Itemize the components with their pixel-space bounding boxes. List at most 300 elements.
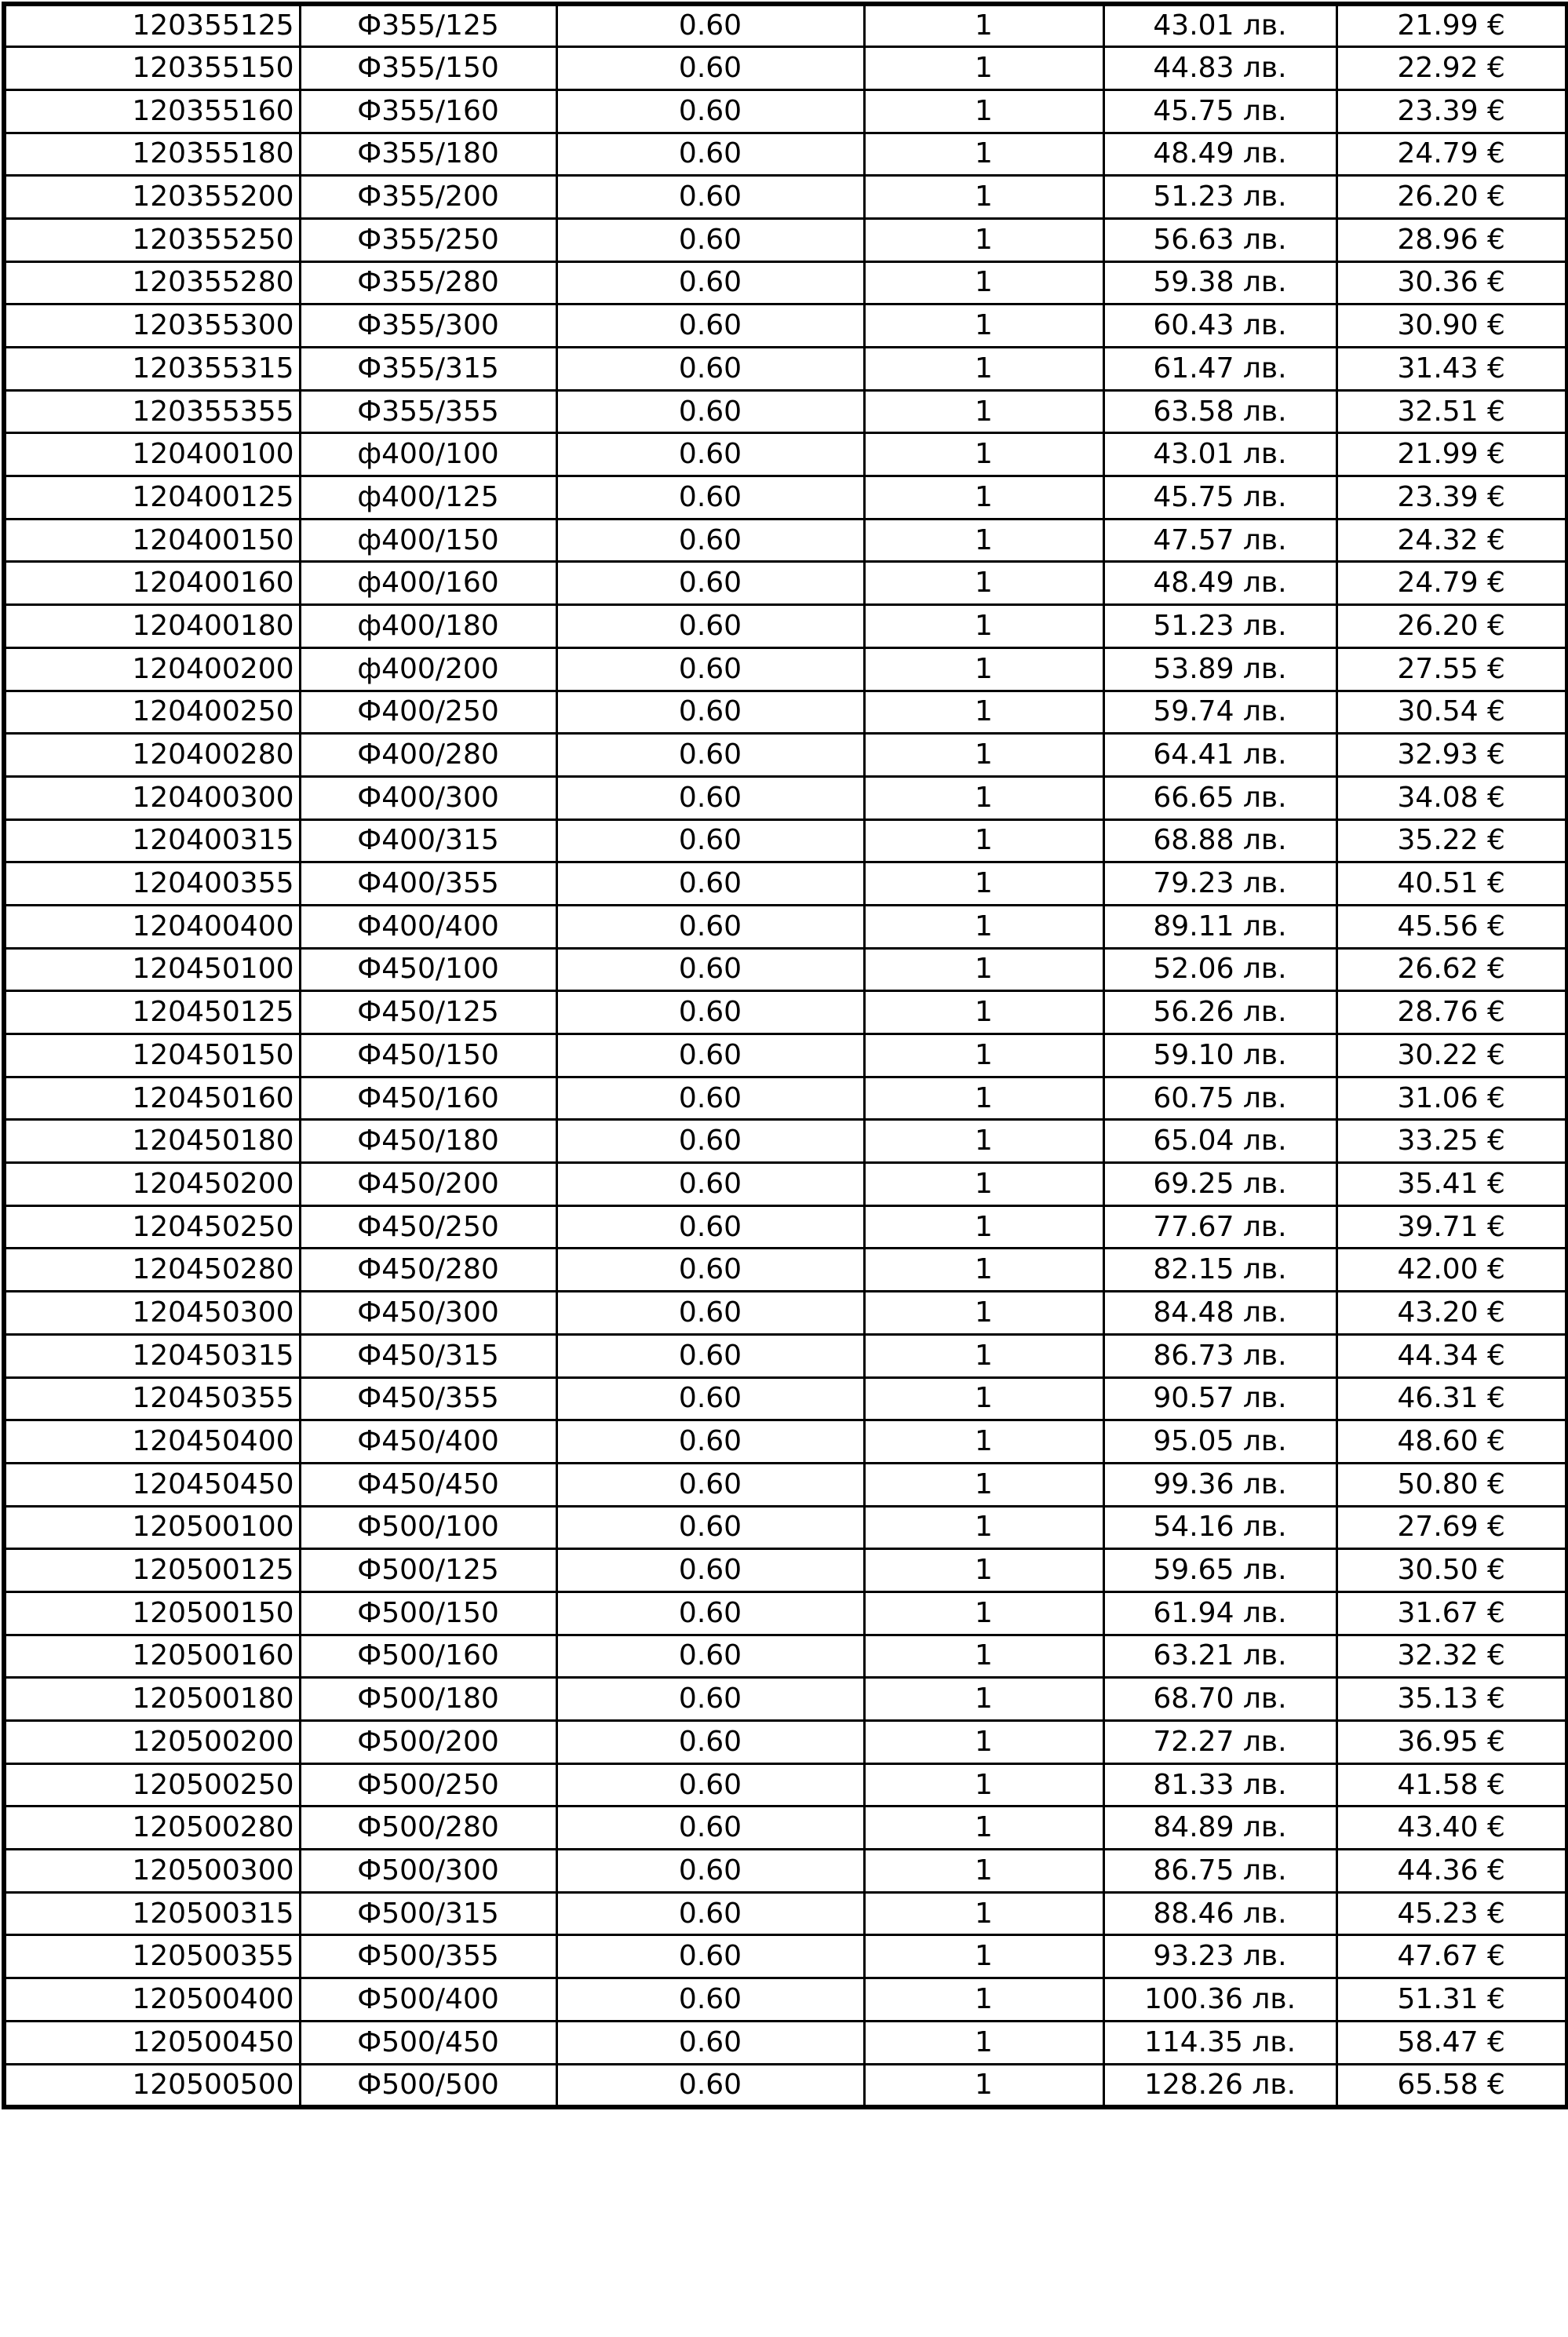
price-bgn-cell: 84.89 лв. [1103,1807,1336,1850]
price-eur-cell: 30.54 € [1336,691,1567,734]
price-bgn-cell: 43.01 лв. [1103,433,1336,476]
size-cell: Ф450/125 [300,991,556,1034]
product-code-cell: 120400150 [4,519,300,562]
product-code-cell: 120500280 [4,1807,300,1850]
table-row [4,261,1567,304]
product-code-cell: 120400280 [4,734,300,777]
product-code-cell: 120400100 [4,433,300,476]
product-code-cell: 120450400 [4,1420,300,1464]
table-row [4,647,1567,691]
product-code-cell: 120450250 [4,1205,300,1249]
size-cell: Ф450/355 [300,1377,556,1420]
quantity-cell: 1 [864,1120,1103,1163]
price-eur-cell: 44.34 € [1336,1334,1567,1377]
quantity-cell: 1 [864,734,1103,777]
thickness-cell: 0.60 [556,1506,864,1549]
quantity-cell: 1 [864,1292,1103,1335]
price-eur-cell: 45.23 € [1336,1892,1567,1935]
thickness-cell: 0.60 [556,1678,864,1721]
price-bgn-cell: 60.75 лв. [1103,1077,1336,1120]
product-code-cell: 120500180 [4,1678,300,1721]
price-bgn-cell: 47.57 лв. [1103,519,1336,562]
size-cell: Ф450/200 [300,1163,556,1206]
size-cell: Ф500/180 [300,1678,556,1721]
size-cell: Ф355/250 [300,218,556,261]
thickness-cell: 0.60 [556,605,864,648]
product-code-cell: 120355160 [4,89,300,133]
product-code-cell: 120450100 [4,948,300,991]
size-cell: Ф500/500 [300,2064,556,2107]
product-code-cell: 120355150 [4,47,300,90]
product-code-cell: 120355180 [4,133,300,176]
table-row [4,2021,1567,2064]
price-eur-cell: 23.39 € [1336,89,1567,133]
thickness-cell: 0.60 [556,348,864,391]
thickness-cell: 0.60 [556,1892,864,1935]
price-bgn-cell: 72.27 лв. [1103,1721,1336,1764]
thickness-cell: 0.60 [556,1292,864,1335]
table-row [4,691,1567,734]
price-eur-cell: 50.80 € [1336,1463,1567,1506]
price-eur-cell: 27.55 € [1336,647,1567,691]
quantity-cell: 1 [864,905,1103,948]
quantity-cell: 1 [864,948,1103,991]
thickness-cell: 0.60 [556,1807,864,1850]
quantity-cell: 1 [864,1635,1103,1678]
price-bgn-cell: 81.33 лв. [1103,1763,1336,1807]
product-code-cell: 120400125 [4,476,300,520]
table-row [4,47,1567,90]
quantity-cell: 1 [864,1377,1103,1420]
price-eur-cell: 21.99 € [1336,433,1567,476]
thickness-cell: 0.60 [556,1249,864,1292]
price-eur-cell: 31.43 € [1336,348,1567,391]
table-row [4,1334,1567,1377]
quantity-cell: 1 [864,862,1103,906]
price-eur-cell: 35.13 € [1336,1678,1567,1721]
thickness-cell: 0.60 [556,2064,864,2107]
table-row [4,89,1567,133]
price-eur-cell: 44.36 € [1336,1850,1567,1893]
thickness-cell: 0.60 [556,905,864,948]
thickness-cell: 0.60 [556,1978,864,2022]
size-cell: Ф450/150 [300,1034,556,1077]
size-cell: Ф500/355 [300,1935,556,1978]
thickness-cell: 0.60 [556,476,864,520]
product-code-cell: 120500400 [4,1978,300,2022]
quantity-cell: 1 [864,218,1103,261]
thickness-cell: 0.60 [556,991,864,1034]
price-eur-cell: 30.22 € [1336,1034,1567,1077]
table-row [4,1807,1567,1850]
size-cell: Ф500/160 [300,1635,556,1678]
product-code-cell: 120500300 [4,1850,300,1893]
price-bgn-cell: 51.23 лв. [1103,605,1336,648]
size-cell: ф400/180 [300,605,556,648]
size-cell: Ф450/100 [300,948,556,991]
quantity-cell: 1 [864,1678,1103,1721]
size-cell: Ф450/250 [300,1205,556,1249]
table-row [4,1034,1567,1077]
product-code-cell: 120450150 [4,1034,300,1077]
quantity-cell: 1 [864,1249,1103,1292]
product-code-cell: 120355280 [4,261,300,304]
price-bgn-cell: 53.89 лв. [1103,647,1336,691]
size-cell: ф400/150 [300,519,556,562]
table-row [4,519,1567,562]
price-eur-cell: 35.41 € [1336,1163,1567,1206]
quantity-cell: 1 [864,176,1103,219]
size-cell: Ф355/180 [300,133,556,176]
size-cell: Ф400/400 [300,905,556,948]
quantity-cell: 1 [864,133,1103,176]
size-cell: ф400/100 [300,433,556,476]
price-bgn-cell: 63.21 лв. [1103,1635,1336,1678]
size-cell: Ф500/125 [300,1549,556,1592]
price-eur-cell: 41.58 € [1336,1763,1567,1807]
price-eur-cell: 30.50 € [1336,1549,1567,1592]
product-code-cell: 120355250 [4,218,300,261]
product-code-cell: 120450125 [4,991,300,1034]
price-bgn-cell: 59.74 лв. [1103,691,1336,734]
quantity-cell: 1 [864,1763,1103,1807]
product-code-cell: 120400200 [4,647,300,691]
price-eur-cell: 45.56 € [1336,905,1567,948]
price-bgn-cell: 45.75 лв. [1103,89,1336,133]
product-code-cell: 120400355 [4,862,300,906]
price-bgn-cell: 64.41 лв. [1103,734,1336,777]
quantity-cell: 1 [864,2021,1103,2064]
size-cell: Ф355/125 [300,4,556,47]
price-bgn-cell: 100.36 лв. [1103,1978,1336,2022]
table-row [4,390,1567,433]
product-code-cell: 120500150 [4,1591,300,1635]
product-code-cell: 120400300 [4,776,300,819]
price-bgn-cell: 65.04 лв. [1103,1120,1336,1163]
product-code-cell: 120500315 [4,1892,300,1935]
quantity-cell: 1 [864,1935,1103,1978]
product-code-cell: 120450300 [4,1292,300,1335]
quantity-cell: 1 [864,605,1103,648]
size-cell: Ф355/150 [300,47,556,90]
product-code-cell: 120450180 [4,1120,300,1163]
price-eur-cell: 42.00 € [1336,1249,1567,1292]
size-cell: Ф400/355 [300,862,556,906]
price-bgn-cell: 93.23 лв. [1103,1935,1336,1978]
product-code-cell: 120400315 [4,819,300,862]
thickness-cell: 0.60 [556,734,864,777]
price-eur-cell: 33.25 € [1336,1120,1567,1163]
product-code-cell: 120450280 [4,1249,300,1292]
product-code-cell: 120400250 [4,691,300,734]
table-row [4,1420,1567,1464]
size-cell: Ф355/300 [300,304,556,348]
table-row [4,734,1567,777]
price-bgn-cell: 66.65 лв. [1103,776,1336,819]
price-bgn-cell: 44.83 лв. [1103,47,1336,90]
product-code-cell: 120355125 [4,4,300,47]
size-cell: ф400/200 [300,647,556,691]
product-code-cell: 120450315 [4,1334,300,1377]
table-row [4,2064,1567,2107]
thickness-cell: 0.60 [556,1334,864,1377]
quantity-cell: 1 [864,1077,1103,1120]
quantity-cell: 1 [864,433,1103,476]
price-eur-cell: 43.40 € [1336,1807,1567,1850]
thickness-cell: 0.60 [556,1591,864,1635]
size-cell: Ф500/315 [300,1892,556,1935]
price-eur-cell: 32.93 € [1336,734,1567,777]
quantity-cell: 1 [864,819,1103,862]
table-row [4,1549,1567,1592]
product-code-cell: 120450450 [4,1463,300,1506]
quantity-cell: 1 [864,390,1103,433]
price-bgn-cell: 60.43 лв. [1103,304,1336,348]
thickness-cell: 0.60 [556,4,864,47]
thickness-cell: 0.60 [556,47,864,90]
product-code-cell: 120400400 [4,905,300,948]
price-bgn-cell: 88.46 лв. [1103,1892,1336,1935]
price-eur-cell: 31.67 € [1336,1591,1567,1635]
quantity-cell: 1 [864,348,1103,391]
price-bgn-cell: 69.25 лв. [1103,1163,1336,1206]
thickness-cell: 0.60 [556,1205,864,1249]
size-cell: Ф355/160 [300,89,556,133]
price-eur-cell: 47.67 € [1336,1935,1567,1978]
table-row [4,1077,1567,1120]
quantity-cell: 1 [864,647,1103,691]
thickness-cell: 0.60 [556,776,864,819]
price-bgn-cell: 52.06 лв. [1103,948,1336,991]
price-eur-cell: 43.20 € [1336,1292,1567,1335]
thickness-cell: 0.60 [556,1377,864,1420]
quantity-cell: 1 [864,1506,1103,1549]
price-eur-cell: 32.51 € [1336,390,1567,433]
size-cell: Ф400/315 [300,819,556,862]
price-bgn-cell: 90.57 лв. [1103,1377,1336,1420]
size-cell: Ф355/355 [300,390,556,433]
thickness-cell: 0.60 [556,562,864,605]
price-bgn-cell: 59.10 лв. [1103,1034,1336,1077]
price-bgn-cell: 59.65 лв. [1103,1549,1336,1592]
table-row [4,133,1567,176]
table-row [4,1463,1567,1506]
product-code-cell: 120400180 [4,605,300,648]
thickness-cell: 0.60 [556,1850,864,1893]
size-cell: ф400/125 [300,476,556,520]
price-eur-cell: 21.99 € [1336,4,1567,47]
table-row [4,1978,1567,2022]
thickness-cell: 0.60 [556,1120,864,1163]
size-cell: Ф355/315 [300,348,556,391]
thickness-cell: 0.60 [556,1077,864,1120]
table-row [4,1721,1567,1764]
price-bgn-cell: 99.36 лв. [1103,1463,1336,1506]
thickness-cell: 0.60 [556,176,864,219]
table-row [4,905,1567,948]
thickness-cell: 0.60 [556,1163,864,1206]
price-eur-cell: 48.60 € [1336,1420,1567,1464]
price-bgn-cell: 89.11 лв. [1103,905,1336,948]
table-row [4,1249,1567,1292]
thickness-cell: 0.60 [556,647,864,691]
price-bgn-cell: 68.70 лв. [1103,1678,1336,1721]
price-bgn-cell: 48.49 лв. [1103,562,1336,605]
price-eur-cell: 51.31 € [1336,1978,1567,2022]
price-eur-cell: 30.36 € [1336,261,1567,304]
table-row [4,1763,1567,1807]
product-code-cell: 120500500 [4,2064,300,2107]
price-eur-cell: 35.22 € [1336,819,1567,862]
table-row [4,1292,1567,1335]
price-eur-cell: 30.90 € [1336,304,1567,348]
thickness-cell: 0.60 [556,261,864,304]
quantity-cell: 1 [864,1721,1103,1764]
price-eur-cell: 27.69 € [1336,1506,1567,1549]
product-code-cell: 120450200 [4,1163,300,1206]
quantity-cell: 1 [864,1850,1103,1893]
size-cell: Ф450/450 [300,1463,556,1506]
size-cell: Ф500/250 [300,1763,556,1807]
quantity-cell: 1 [864,476,1103,520]
table-row [4,1678,1567,1721]
size-cell: Ф450/315 [300,1334,556,1377]
table-row [4,433,1567,476]
price-bgn-cell: 61.47 лв. [1103,348,1336,391]
quantity-cell: 1 [864,89,1103,133]
thickness-cell: 0.60 [556,1463,864,1506]
price-table-body [4,4,1567,2107]
product-code-cell: 120450355 [4,1377,300,1420]
table-row [4,1120,1567,1163]
product-code-cell: 120500200 [4,1721,300,1764]
thickness-cell: 0.60 [556,1935,864,1978]
table-row [4,304,1567,348]
thickness-cell: 0.60 [556,1420,864,1464]
price-eur-cell: 23.39 € [1336,476,1567,520]
price-bgn-cell: 48.49 лв. [1103,133,1336,176]
size-cell: Ф500/150 [300,1591,556,1635]
table-row [4,1850,1567,1893]
price-eur-cell: 58.47 € [1336,2021,1567,2064]
thickness-cell: 0.60 [556,1635,864,1678]
product-code-cell: 120355300 [4,304,300,348]
thickness-cell: 0.60 [556,89,864,133]
table-row [4,1163,1567,1206]
price-bgn-cell: 79.23 лв. [1103,862,1336,906]
price-bgn-cell: 128.26 лв. [1103,2064,1336,2107]
price-bgn-cell: 84.48 лв. [1103,1292,1336,1335]
quantity-cell: 1 [864,1978,1103,2022]
product-code-cell: 120355315 [4,348,300,391]
table-row [4,1377,1567,1420]
quantity-cell: 1 [864,1420,1103,1464]
thickness-cell: 0.60 [556,819,864,862]
quantity-cell: 1 [864,261,1103,304]
size-cell: Ф355/280 [300,261,556,304]
size-cell: Ф450/160 [300,1077,556,1120]
product-code-cell: 120500250 [4,1763,300,1807]
size-cell: Ф500/200 [300,1721,556,1764]
quantity-cell: 1 [864,47,1103,90]
size-cell: ф400/160 [300,562,556,605]
table-row [4,1591,1567,1635]
table-row [4,476,1567,520]
thickness-cell: 0.60 [556,1763,864,1807]
thickness-cell: 0.60 [556,390,864,433]
thickness-cell: 0.60 [556,862,864,906]
table-row [4,176,1567,219]
price-bgn-cell: 54.16 лв. [1103,1506,1336,1549]
thickness-cell: 0.60 [556,1721,864,1764]
table-row [4,1892,1567,1935]
thickness-cell: 0.60 [556,304,864,348]
thickness-cell: 0.60 [556,1034,864,1077]
price-bgn-cell: 56.26 лв. [1103,991,1336,1034]
thickness-cell: 0.60 [556,948,864,991]
size-cell: Ф500/280 [300,1807,556,1850]
size-cell: Ф500/450 [300,2021,556,2064]
thickness-cell: 0.60 [556,133,864,176]
table-row [4,218,1567,261]
price-eur-cell: 34.08 € [1336,776,1567,819]
quantity-cell: 1 [864,1463,1103,1506]
price-eur-cell: 28.76 € [1336,991,1567,1034]
thickness-cell: 0.60 [556,218,864,261]
price-bgn-cell: 86.73 лв. [1103,1334,1336,1377]
price-bgn-cell: 51.23 лв. [1103,176,1336,219]
price-eur-cell: 24.79 € [1336,562,1567,605]
quantity-cell: 1 [864,1807,1103,1850]
product-code-cell: 120500450 [4,2021,300,2064]
size-cell: Ф450/180 [300,1120,556,1163]
price-eur-cell: 26.20 € [1336,176,1567,219]
thickness-cell: 0.60 [556,1549,864,1592]
quantity-cell: 1 [864,1034,1103,1077]
quantity-cell: 1 [864,562,1103,605]
quantity-cell: 1 [864,776,1103,819]
quantity-cell: 1 [864,991,1103,1034]
size-cell: Ф500/100 [300,1506,556,1549]
price-bgn-cell: 114.35 лв. [1103,2021,1336,2064]
table-row [4,991,1567,1034]
price-bgn-cell: 43.01 лв. [1103,4,1336,47]
size-cell: Ф450/400 [300,1420,556,1464]
price-eur-cell: 40.51 € [1336,862,1567,906]
product-code-cell: 120355200 [4,176,300,219]
quantity-cell: 1 [864,1591,1103,1635]
table-row [4,562,1567,605]
product-code-cell: 120500160 [4,1635,300,1678]
quantity-cell: 1 [864,519,1103,562]
size-cell: Ф450/280 [300,1249,556,1292]
quantity-cell: 1 [864,1205,1103,1249]
price-bgn-cell: 82.15 лв. [1103,1249,1336,1292]
price-eur-cell: 24.32 € [1336,519,1567,562]
table-row [4,862,1567,906]
size-cell: Ф500/300 [300,1850,556,1893]
price-bgn-cell: 77.67 лв. [1103,1205,1336,1249]
quantity-cell: 1 [864,304,1103,348]
table-row [4,1506,1567,1549]
price-eur-cell: 36.95 € [1336,1721,1567,1764]
price-bgn-cell: 59.38 лв. [1103,261,1336,304]
table-row [4,4,1567,47]
price-bgn-cell: 63.58 лв. [1103,390,1336,433]
price-eur-cell: 22.92 € [1336,47,1567,90]
price-eur-cell: 26.20 € [1336,605,1567,648]
thickness-cell: 0.60 [556,433,864,476]
